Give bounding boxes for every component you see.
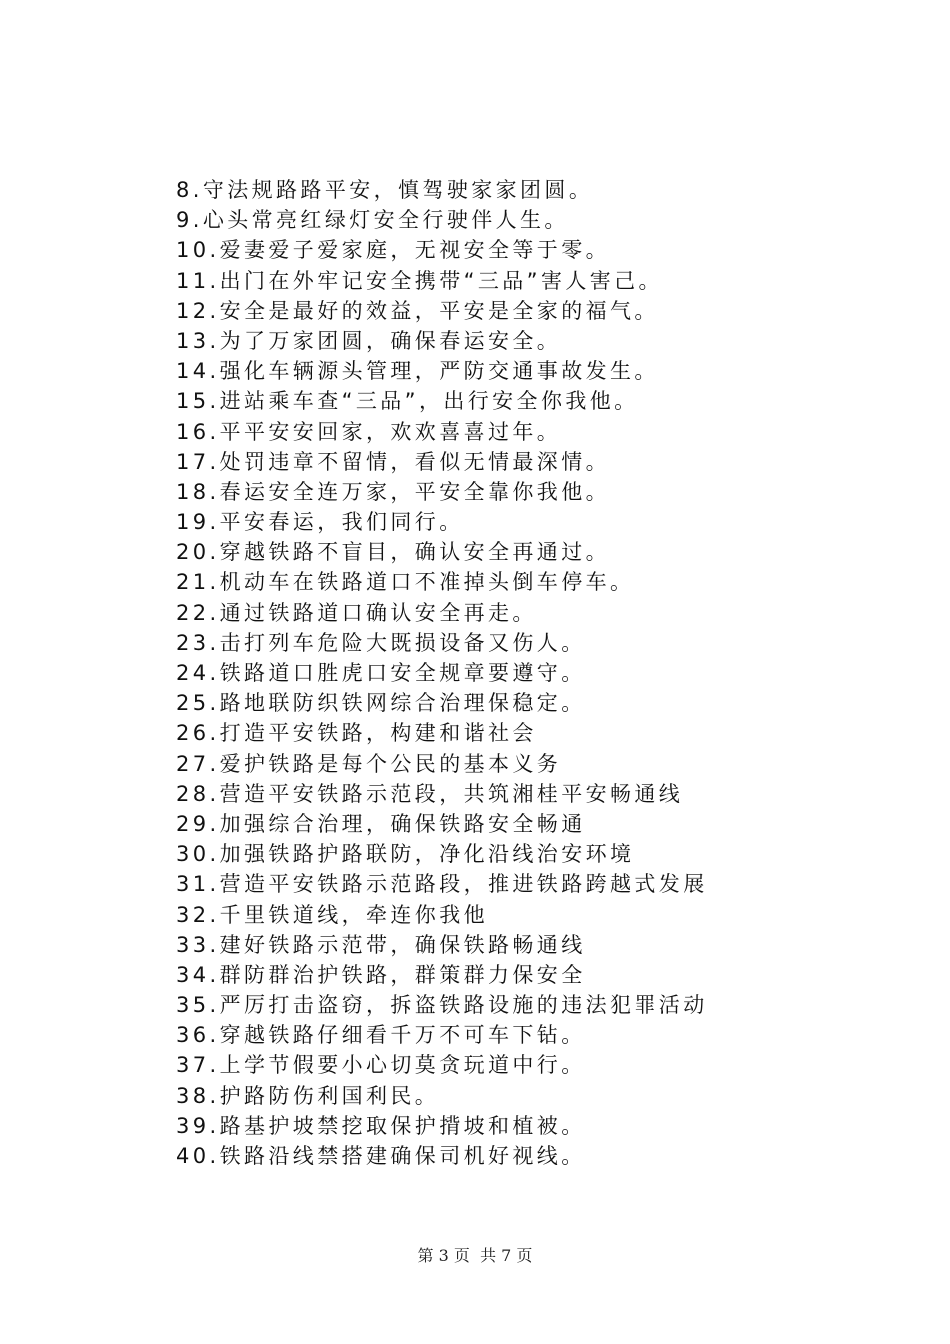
- slogan-line: 34.群防群治护铁路，群策群力保安全: [176, 962, 586, 987]
- slogan-line: 15.进站乘车查“三品”，出行安全你我他。: [176, 389, 639, 414]
- slogan-line: 18.春运安全连万家，平安全靠你我他。: [176, 479, 610, 504]
- slogan-line: 35.严厉打击盗窃，拆盗铁路设施的违法犯罪活动: [176, 993, 708, 1018]
- slogan-line: 19.平安春运，我们同行。: [176, 510, 464, 535]
- slogan-line: 40.铁路沿线禁搭建确保司机好视线。: [176, 1144, 586, 1168]
- slogan-line: 11.出门在外牢记安全携带“三品”害人害己。: [176, 268, 663, 293]
- slogan-line: 23.击打列车危险大既损设备又伤人。: [176, 630, 586, 655]
- slogan-line: 29.加强综合治理，确保铁路安全畅通: [176, 811, 586, 836]
- slogan-line: 9.心头常亮红绿灯安全行驶伴人生。: [176, 208, 569, 233]
- slogan-line: 21.机动车在铁路道口不准掉头倒车停车。: [176, 570, 635, 595]
- slogan-line: 32.千里铁道线，牵连你我他: [176, 902, 488, 927]
- slogan-line: 10.爱妻爱子爱家庭，无视安全等于零。: [176, 238, 610, 263]
- page-footer: 第 3 页 共 7 页: [417, 1246, 533, 1265]
- slogan-line: 37.上学节假要小心切莫贪玩道中行。: [176, 1053, 586, 1078]
- slogan-line: 38.护路防伤利国利民。: [176, 1083, 440, 1108]
- slogan-line: 20.穿越铁路不盲目，确认安全再通过。: [176, 540, 610, 565]
- slogan-line: 25.路地联防织铁网综合治理保稳定。: [176, 691, 586, 716]
- slogan-line: 12.安全是最好的效益，平安是全家的福气。: [176, 298, 659, 323]
- slogan-line: 24.铁路道口胜虎口安全规章要遵守。: [176, 661, 586, 685]
- slogan-line: 26.打造平安铁路，构建和谐社会: [176, 721, 537, 746]
- slogan-line: 14.强化车辆源头管理，严防交通事故发生。: [176, 359, 659, 384]
- slogan-line: 30.加强铁路护路联防，净化沿线治安环境: [176, 842, 635, 867]
- slogan-line: 17.处罚违章不留情，看似无情最深情。: [176, 449, 610, 474]
- slogan-line: 16.平平安安回家，欢欢喜喜过年。: [176, 419, 562, 444]
- slogan-line: 28.营造平安铁路示范段，共筑湘桂平安畅通线: [176, 781, 684, 806]
- slogan-line: 33.建好铁路示范带，确保铁路畅通线: [176, 932, 586, 957]
- slogan-line: 13.为了万家团圆，确保春运安全。: [176, 328, 562, 353]
- slogan-line: 31.营造平安铁路示范路段，推进铁路跨越式发展: [176, 872, 708, 897]
- slogan-line: 39.路基护坡禁挖取保护揹坡和植被。: [176, 1113, 586, 1138]
- slogan-list: [176, 175, 876, 1171]
- slogan-line: 8.守法规路路平安，慎驾驶家家团圆。: [176, 178, 594, 202]
- slogan-line: 36.穿越铁路仔细看千万不可车下钻。: [176, 1023, 586, 1048]
- slogan-line: 22.通过铁路道口确认安全再走。: [176, 600, 537, 625]
- slogan-line: 27.爱护铁路是每个公民的基本义务: [176, 751, 562, 776]
